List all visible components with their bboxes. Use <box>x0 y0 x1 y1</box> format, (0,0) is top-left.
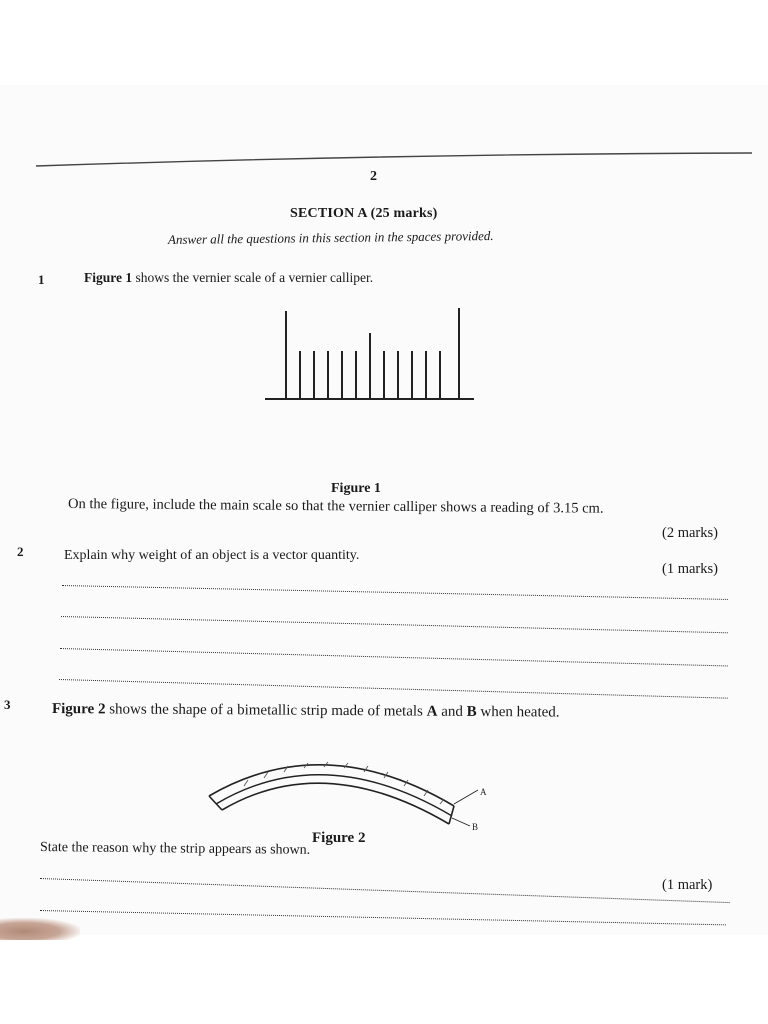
bimetallic-strip-figure <box>204 744 494 834</box>
question-3-marks: (1 mark) <box>662 877 713 893</box>
question-3-prompt: State the reason why the strip appears as shown. <box>39 840 311 858</box>
figure-2-caption: Figure 2 <box>312 830 366 846</box>
figure-2-reference: Figure 2 <box>51 701 106 718</box>
question-2-text: Explain why weight of an object is a vector quantity. <box>64 548 360 563</box>
question-2-number: 2 <box>17 544 24 559</box>
question-1-body: shows the vernier scale of a vernier calliper. <box>132 270 374 285</box>
question-3-and: and <box>437 703 467 720</box>
question-1-number: 1 <box>38 272 45 287</box>
section-title: SECTION A (25 marks) <box>290 206 438 221</box>
figure-1-caption: Figure 1 <box>331 481 381 496</box>
question-2-marks: (1 marks) <box>662 561 718 577</box>
thumb-shadow <box>0 918 80 940</box>
question-3-body-2: when heated. <box>476 703 560 721</box>
section-instructions: Answer all the questions in this section in the spaces provided. <box>167 228 494 247</box>
page-number: 2 <box>370 169 377 184</box>
vernier-scale-figure <box>262 305 477 405</box>
strip-label-a: A <box>480 787 487 797</box>
question-3-body-1: shows the shape of a bimetallic strip made of metals <box>105 701 427 720</box>
metal-a-label: A <box>426 703 438 720</box>
strip-label-b: B <box>472 822 479 832</box>
question-1-text <box>84 270 373 286</box>
question-1-instruction: On the figure, include the main scale so that the vernier calliper shows a reading of 3.15 cm. <box>67 496 604 517</box>
metal-b-label: B <box>466 703 477 720</box>
question-3-text <box>52 701 560 722</box>
question-1-marks: (2 marks) <box>662 525 718 541</box>
header-rule <box>36 150 752 170</box>
figure-1-reference: Figure 1 <box>84 270 133 285</box>
question-3-number: 3 <box>4 697 11 712</box>
